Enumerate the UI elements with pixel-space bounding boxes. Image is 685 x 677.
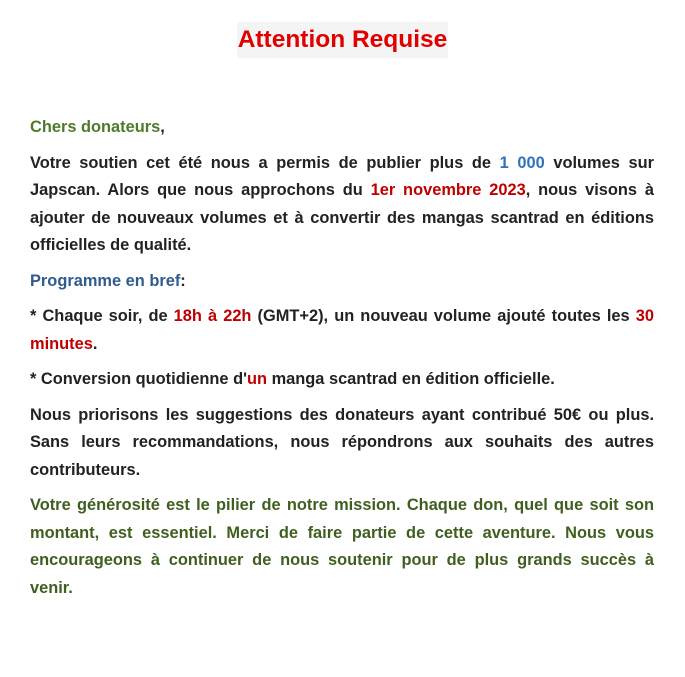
conversion-part-1: * Conversion quotidienne d'	[30, 370, 247, 388]
priority-paragraph: Nous priorisons les suggestions des donateurs ayant contribué 50€ ou plus. Sans leurs recommandations, nous répondrons aux souhaits des autres contributeurs.	[30, 405, 654, 479]
conversion-part-2: manga scantrad en édition officielle.	[267, 370, 555, 388]
title-container	[0, 22, 685, 58]
page-title: Attention Requise	[237, 22, 449, 58]
schedule-part-1: * Chaque soir, de	[30, 307, 174, 325]
program-item-schedule	[30, 303, 654, 358]
greeting-punct: ,	[160, 118, 165, 136]
message-body	[30, 114, 654, 610]
schedule-hours: 18h à 22h	[173, 307, 252, 325]
intro-part-3: , nous visons à ajouter de nouveaux volumes et à convertir des mangas scantrad en éditions officielles de qualité.	[30, 181, 654, 254]
program-heading-text: Programme en bref	[30, 271, 181, 290]
program-heading-punct: :	[180, 271, 186, 290]
intro-part-1: Votre soutien cet été nous a permis de publier plus de	[30, 153, 500, 172]
intro-part-2: volumes sur Japscan. Alors que nous approchons du	[30, 153, 654, 199]
closing-paragraph: Votre générosité est le pilier de notre mission. Chaque don, quel que soit son montant, est essentiel. Merci de faire partie de cette aventure. Nous vous encourageons à continuer de nous soutenir pour de plus grands succès à venir.	[30, 496, 654, 597]
greeting-text: Chers donateurs	[30, 118, 161, 136]
schedule-part-3: .	[92, 334, 98, 353]
target-date: 1er novembre 2023	[370, 181, 526, 199]
intro-paragraph	[30, 150, 654, 260]
program-heading	[30, 268, 654, 296]
schedule-interval: 30 minutes	[30, 307, 654, 353]
program-item-conversion	[30, 366, 654, 394]
volume-count: 1 000	[499, 153, 545, 172]
conversion-emphasis: un	[246, 370, 268, 388]
greeting-paragraph	[30, 114, 654, 142]
schedule-part-2: (GMT+2), un nouveau volume ajouté toutes les	[251, 307, 636, 325]
